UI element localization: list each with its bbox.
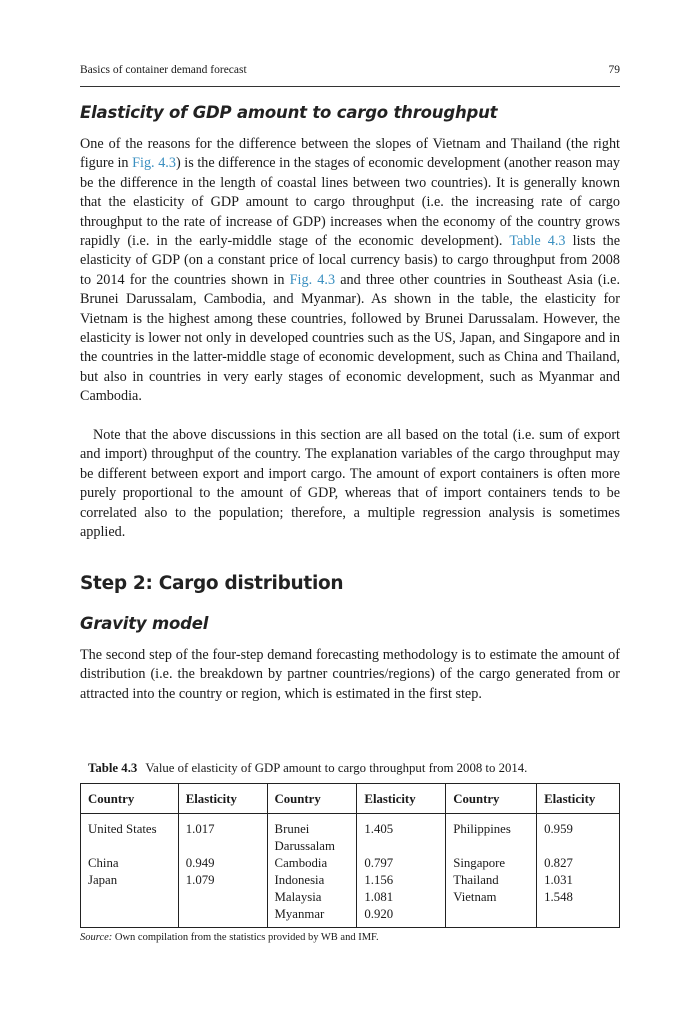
column-header: Country [81, 784, 179, 814]
country-name: Brunei [274, 822, 310, 836]
table-label: Table 4.3 [88, 761, 138, 775]
paragraph-text: and three other countries in Southeast Asia (i.e. Brunei Darussalam, Cambodia, and Myanmar). As shown in the table, the elasticity for Vietnam is the highest among these countries, followed by Brunei Darussalam. However, the elasticity is lower not only in developed countries such as the US, Japan, and Singapore and in the countries in the latter-middle stage of economic development, such as China and Thailand, but also in countries in very early stages of economic development, such as Myanmar and Cambodia. [80, 271, 620, 405]
elasticity-value: 1.081 [364, 890, 394, 904]
paragraph-elasticity-2: Note that the above discussions in this section are all based on the total (i.e. sum of export and import) throughput of the country. The explanation variables of the cargo throughput may be different between export and import cargo. The amount of export containers is often more purely proportional to the amount of GDP, whereas that of import containers tends to be correlated also to the population; therefore, a multiple regression analysis is sometimes applied. [80, 427, 620, 541]
country-name: Cambodia [274, 856, 328, 870]
elasticity-cell [537, 814, 620, 928]
elasticity-value [544, 838, 612, 855]
column-header: Country [267, 784, 357, 814]
country-name: Japan [88, 873, 118, 887]
country-name [88, 838, 171, 855]
figure-link[interactable]: Fig. 4.3 [289, 271, 336, 288]
elasticity-table [80, 783, 620, 928]
elasticity-value: 0.920 [364, 907, 394, 921]
elasticity-value: 1.548 [544, 890, 573, 904]
paragraph-elasticity-1 [80, 135, 620, 407]
country-cell [446, 814, 537, 928]
elasticity-value: 1.017 [185, 822, 215, 836]
section-heading-elasticity: Elasticity of GDP amount to cargo throughput [80, 103, 498, 122]
figure-link[interactable]: Fig. 4.3 [132, 155, 176, 172]
country-cell [81, 814, 179, 928]
elasticity-value [186, 838, 260, 855]
running-header [80, 64, 620, 82]
country-name: Darussalam [274, 839, 335, 853]
country-cell [267, 814, 357, 928]
table-header-row [81, 784, 620, 814]
column-header: Elasticity [537, 784, 620, 814]
source-label: Source: [80, 932, 113, 943]
table-source-note [80, 932, 379, 943]
country-name: Thailand [453, 873, 499, 887]
column-header: Country [446, 784, 537, 814]
elasticity-value: 1.405 [364, 822, 394, 836]
elasticity-value: 1.031 [544, 873, 573, 887]
elasticity-value: 0.949 [185, 856, 215, 870]
elasticity-value: 1.079 [185, 873, 215, 887]
table-caption [88, 761, 628, 776]
country-name: Philippines [453, 822, 511, 836]
country-name: China [88, 856, 119, 870]
elasticity-value [364, 838, 438, 855]
table-caption-text: Value of elasticity of GDP amount to cargo throughput from 2008 to 2014. [145, 761, 528, 775]
elasticity-value: 0.797 [364, 856, 394, 870]
column-header: Elasticity [357, 784, 446, 814]
elasticity-cell [178, 814, 267, 928]
paragraph-text: lists the elasticity of GDP (on a constant price of local currency basis) to cargo throughput from 2008 to 2014 for the countries shown in [80, 233, 620, 288]
paragraph-text: ) is the difference in the stages of economic development (another reason may be the difference in the length of coastal lines between two countries). It is generally known that the elasticity of GDP amount to cargo throughput (i.e. the increasing rate of cargo throughput to the rate of increase of GDP) increases when the economy of the country grows rapidly (i.e. in the early-middle stage of the economic development). [80, 155, 620, 250]
country-name: United States [88, 822, 157, 836]
country-name: Singapore [453, 856, 506, 870]
elasticity-value: 0.959 [544, 822, 573, 836]
country-name: Indonesia [274, 873, 325, 887]
country-name: Myanmar [274, 907, 325, 921]
column-header: Elasticity [178, 784, 267, 814]
country-name: Malaysia [274, 890, 322, 904]
country-name [453, 838, 529, 855]
table-link[interactable]: Table 4.3 [509, 233, 566, 250]
running-header-title: Basics of container demand forecast [80, 64, 247, 76]
paragraph-gravity-1: The second step of the four-step demand forecasting methodology is to estimate the amount of distribution (i.e. the breakdown by partner countries/regions) of the cargo generated from or attracted into the country or region, which is estimated in the first step. [80, 647, 620, 702]
section-heading-step2: Step 2: Cargo distribution [80, 573, 344, 594]
source-text: Own compilation from the statistics provided by WB and IMF. [114, 932, 379, 943]
elasticity-value: 1.156 [364, 873, 394, 887]
elasticity-cell [357, 814, 446, 928]
country-name: Vietnam [453, 890, 497, 904]
paragraph-text: One of the reasons for the difference between the slopes of Vietnam and Thailand (the right figure in [80, 136, 620, 172]
elasticity-value: 0.827 [544, 856, 573, 870]
page-number: 79 [608, 64, 620, 76]
table-row [81, 814, 620, 928]
header-rule [80, 86, 620, 87]
subsection-heading-gravity: Gravity model [80, 614, 209, 633]
